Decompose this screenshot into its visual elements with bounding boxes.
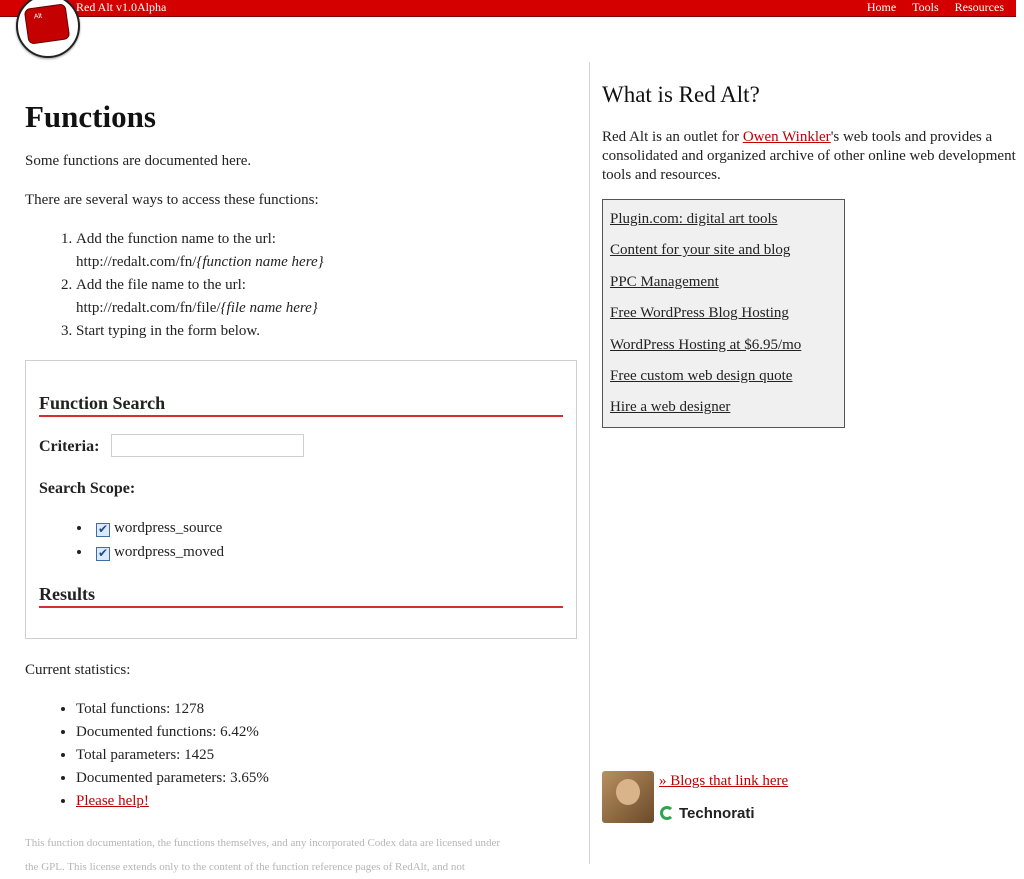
ad-link[interactable]: PPC Management (610, 273, 719, 290)
way-url-var: {file name here} (220, 300, 318, 316)
way-url-var: {function name here} (196, 254, 324, 270)
technorati-logo[interactable] (660, 805, 755, 823)
list-item (92, 516, 224, 540)
nav-home-link[interactable]: Home (866, 0, 897, 14)
scope-label: wordpress_moved (114, 544, 224, 560)
red-alt-logo[interactable] (16, 0, 80, 58)
criteria-label: Criteria: (39, 438, 100, 455)
sidebar-description (602, 128, 1020, 185)
function-search-box (25, 360, 577, 639)
owen-winkler-link[interactable]: Owen Winkler (742, 129, 831, 145)
way-text: Add the function name to the url: (76, 231, 276, 247)
way-url: http://redalt.com/fn/ (76, 254, 197, 270)
desc-text: 's web tools and provides a consolidated and organized archive of other online web development tools and resources. (602, 129, 1016, 183)
page-title: Functions (25, 99, 156, 134)
way-text: Add the file name to the url: (76, 277, 246, 293)
access-ways-list (25, 228, 577, 343)
ad-link[interactable]: Plugin.com: digital art tools (610, 211, 778, 227)
criteria-input[interactable] (111, 434, 304, 457)
list-item (76, 790, 577, 813)
ad-link[interactable]: Free WordPress Blog Hosting (610, 305, 789, 322)
stats-label: Current statistics: (25, 662, 131, 678)
results-title: Results (39, 583, 563, 608)
license-line: This function documentation, the functions themselves, and any incorporated Codex data are licensed under (25, 837, 500, 849)
scope-checkbox[interactable]: ✔ (97, 546, 109, 560)
desc-text: Red Alt is an outlet for (602, 129, 743, 145)
scope-checkbox[interactable]: ✔ (97, 522, 109, 536)
monkey-avatar-icon (616, 779, 640, 805)
sponsored-links-box (602, 199, 845, 428)
avatar[interactable] (602, 771, 654, 823)
technorati-widget (602, 771, 842, 825)
way-url: http://redalt.com/fn/file/ (76, 300, 221, 316)
alt-key-label: Alt (33, 12, 43, 21)
ad-link[interactable]: Content for your site and blog (610, 242, 791, 259)
nav-tools-link[interactable]: Tools (912, 0, 939, 14)
license-line: the GPL. This license extends only to the content of the function reference pages of RedAlt, and not (25, 861, 465, 873)
nav-resources-link[interactable]: Resources (954, 0, 1004, 14)
please-help-link[interactable]: Please help! (76, 793, 149, 809)
list-item: • Documented parameters: 3.65% (76, 767, 577, 790)
app-title: Red Alt v1.0Alpha (76, 0, 167, 14)
blogs-link[interactable]: » Blogs that link here (659, 773, 789, 789)
way-text: Start typing in the form below. (76, 323, 260, 339)
list-item: • Total parameters: 1425 (76, 744, 577, 767)
sidebar (602, 80, 1020, 428)
column-divider (589, 62, 590, 864)
search-scope-list (26, 516, 224, 564)
sidebar-title: What is Red Alt? (602, 82, 760, 107)
list-item (92, 540, 224, 564)
top-nav (867, 0, 1004, 15)
ad-link[interactable]: Hire a web designer (610, 399, 731, 416)
main-content (25, 95, 577, 879)
ad-link[interactable]: Free custom web design quote (610, 368, 793, 385)
function-search-title: Function Search (39, 392, 563, 417)
scope-label: wordpress_source (114, 520, 223, 536)
list-item: • Documented functions: 6.42% (76, 721, 577, 744)
list-item (76, 228, 577, 274)
technorati-label: Technorati (679, 805, 755, 822)
list-item: • Total functions: 1278 (76, 698, 577, 721)
ad-link[interactable]: WordPress Hosting at $6.95/mo (610, 336, 802, 353)
alt-key-icon (24, 3, 71, 44)
stats-list (25, 698, 577, 813)
intro-text: Some functions are documented here. (25, 153, 252, 169)
license-text (25, 831, 577, 879)
search-scope-label: Search Scope: (39, 480, 136, 497)
top-bar (0, 0, 1016, 17)
technorati-icon (660, 806, 674, 820)
list-item (76, 274, 577, 320)
ways-intro: There are several ways to access these functions: (25, 192, 319, 208)
list-item (76, 320, 577, 343)
